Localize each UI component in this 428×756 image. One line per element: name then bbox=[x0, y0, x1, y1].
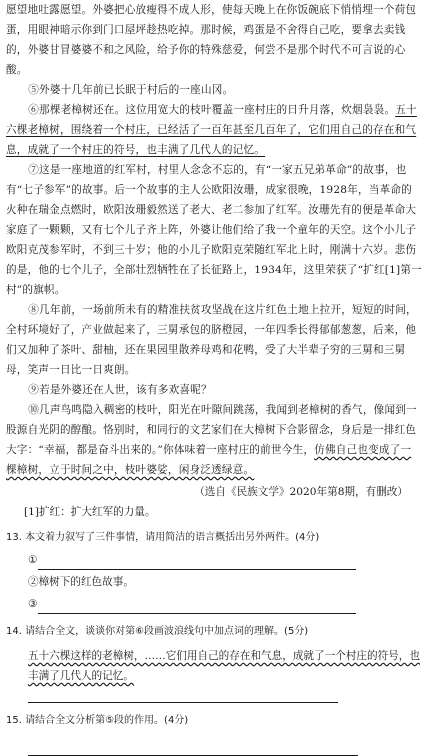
question-13: 13. 本文着力叙写了三件事情，请用简洁的语言概括出另外两件。(4分) bbox=[6, 532, 320, 543]
paragraph-5: ⑤外婆十几年前已长眠于村后的一座山冈。 bbox=[28, 84, 234, 96]
q13-item-3 bbox=[28, 594, 422, 614]
source-citation: （选自《民族文学》2020年第8期，有删改） bbox=[194, 486, 408, 498]
paragraph-10 bbox=[6, 400, 422, 480]
paragraph-7: ⑦这是一座地道的红军村，村里人念念不忘的，有“一家五兄弟革命”的故事，也有“七子参军”的故事。后一个故事的主人公欧阳汝珊，成家很晚，1928年，当革命的火种在瑞金点燃时，欧阳汝珊毅然送了老大、老二参加了红军。汝珊先有的便是革命大家庭了一颗颗，又有七个儿子齐上阵，外婆让他们给了我一个童年的天空。这个小儿子欧阳克茂参军时，不到三十岁；他的小儿子欧阳克荣随红军北上时，刚满十六岁。悲伤的是，他的七个儿子，全部壮烈牺牲在了长征路上，1934年，这里荣获了“扩红[1]第一村”的旗帜。 bbox=[6, 164, 422, 296]
paragraph-6-underlined: 五十六棵老樟树，围绕着一个村庄，已经活了一百年甚至几百年了，它们用自己的存在和气息，成就了一个村庄的符号，也丰满了几代人的记忆。 bbox=[6, 104, 417, 156]
q13-item-2 bbox=[28, 572, 422, 592]
q13-answer-line-1[interactable] bbox=[38, 555, 356, 570]
q13-item-2-label: ②樟树下的红色故事。 bbox=[28, 576, 134, 588]
question-15: 15. 请结合全文分析第⑤段的作用。(4分) bbox=[6, 715, 189, 726]
paragraph-9: ⑨若是外婆还在人世，该有多欢喜呢？ bbox=[28, 384, 212, 396]
paragraph-top: 愿望地吐露愿望。外婆把心放瘦得不成人形，使每天晚上在你饭碗底下悄悄埋一个荷包蛋，用眼神暗示你到门口屋坪趁热吃掉。那时候，鸡蛋是不舍得自己吃，要拿去卖钱的，外婆甘冒婆婆不和之风险，给予你的特殊慈爱，何尝不是那个时代不可言说的心酸。 bbox=[6, 4, 417, 76]
q14-answer-line[interactable] bbox=[28, 686, 338, 703]
q14-quoted-sentence bbox=[28, 646, 422, 686]
q13-item-1-label: ① bbox=[28, 554, 38, 566]
paragraph-6 bbox=[6, 100, 422, 160]
q14-quoted-sentence-text: 五十六棵这样的老樟树，……它们用自己的存在和气息，成就了一个村庄的符号，也丰满了几代人的记忆。 bbox=[28, 650, 420, 682]
paragraph-10-wavy: 仿佛自己也变成了一棵樟树，立于时间之中，枝叶婆娑，闲身泛透绿意。 bbox=[6, 444, 412, 476]
footnote: [1]扩红：扩大红军的力量。 bbox=[24, 506, 156, 518]
paragraph-10-text: ⑩几声鸟鸣隐入稠密的枝叶，阳光在叶隙间跳荡，我闻到老樟树的香气，像闻到一股源自光阴的醇酿。恪别时，和同行的文艺家们在大樟树下合影留念，身后是一排红色大字：“幸福，都是奋斗出来的。”你体味着一座村庄的前世今生， bbox=[6, 404, 417, 456]
paragraph-6-text: ⑥那棵老樟树还在。这位用宽大的枝叶覆盖一座村庄的日升月落，炊烟袅袅。 bbox=[28, 104, 396, 116]
question-14: 14. 请结合全文，谈谈你对第⑥段画波浪线句中加点词的理解。(5分) bbox=[6, 626, 309, 637]
q13-answer-line-3[interactable] bbox=[38, 599, 356, 614]
q13-item-1 bbox=[28, 550, 422, 570]
q15-answer-line[interactable] bbox=[28, 739, 358, 756]
paragraph-8: ⑧几年前，一场前所未有的精准扶贫攻坚战在这片红色土地上拉开，短短的时间，全村环境好了，产业做起来了，三舅承包的脐橙园，一年四季长得郁郁葱葱，后来，他们又加种了茶叶、甜柚，还在果园里散养母鸡和花鸭，受了大半辈子穷的三舅和三舅母，笑声一日比一日爽朗。 bbox=[6, 304, 417, 376]
q13-item-3-label: ③ bbox=[28, 598, 38, 610]
